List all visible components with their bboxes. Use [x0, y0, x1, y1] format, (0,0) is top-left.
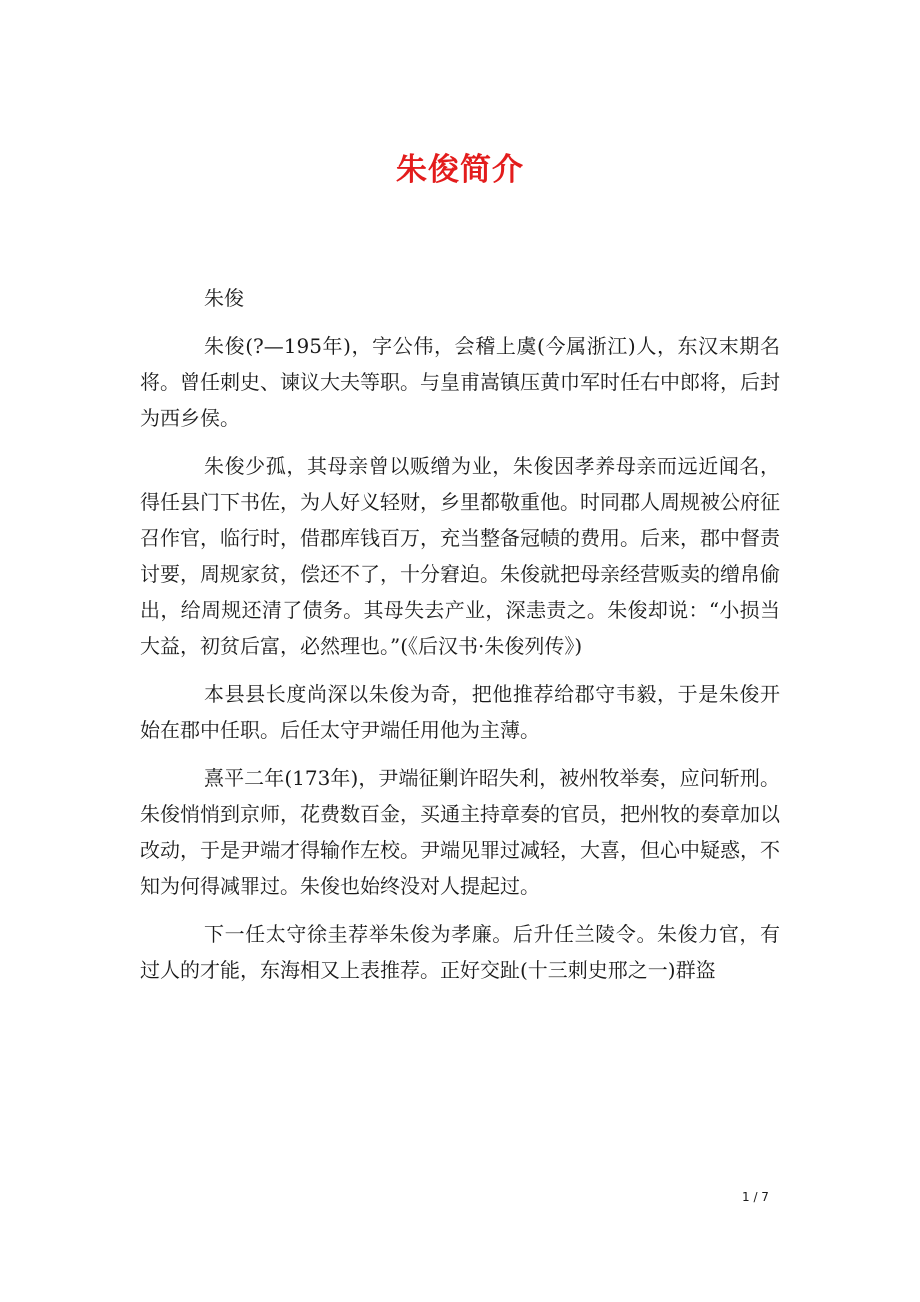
paragraph: 朱俊 — [204, 286, 244, 310]
document-title: 朱俊简介 — [396, 152, 524, 188]
paragraph: 朱俊少孤，其母亲曾以贩缯为业，朱俊因孝养母亲而远近闻名，得任县门下书佐，为人好义轻财，乡里都敬重他。时同郡人周规被公府征召作官，临行时，借郡库钱百万，充当整备冠帻的费用。后来，郡中督责讨要，周规家贫，偿还不了，十分窘迫。朱俊就把母亲经营贩卖的缯帛偷出，给周规还清了债务。其母失去产业，深恚责之。朱俊却说：“小损当大益，初贫后富，必然理也。”(《后汉书·朱俊列传》) — [140, 454, 780, 658]
paragraph: 熹平二年(173年)，尹端征剿许昭失利，被州牧举奏，应问斩刑。朱俊悄悄到京师，花费数百金，买通主持章奏的官员，把州牧的奏章加以改动，于是尹端才得输作左校。尹端见罪过减轻，大喜，但心中疑惑，不知为何得减罪过。朱俊也始终没对人提起过。 — [140, 766, 780, 898]
paragraph: 下一任太守徐圭荐举朱俊为孝廉。后升任兰陵令。朱俊力官，有过人的才能，东海相又上表推荐。正好交趾(十三刺史邢之一)群盗 — [140, 922, 780, 982]
document-body — [140, 280, 780, 1000]
paragraph: 朱俊(?—195年)，字公伟，会稽上虞(今属浙江)人，东汉末期名将。曾任刺史、谏议大夫等职。与皇甫嵩镇压黄巾军时任右中郎将，后封为西乡侯。 — [140, 334, 780, 430]
page-number: 1 / 7 — [742, 1190, 769, 1204]
paragraph: 本县县长度尚深以朱俊为奇，把他推荐给郡守韦毅，于是朱俊开始在郡中任职。后任太守尹端任用他为主薄。 — [140, 682, 780, 742]
